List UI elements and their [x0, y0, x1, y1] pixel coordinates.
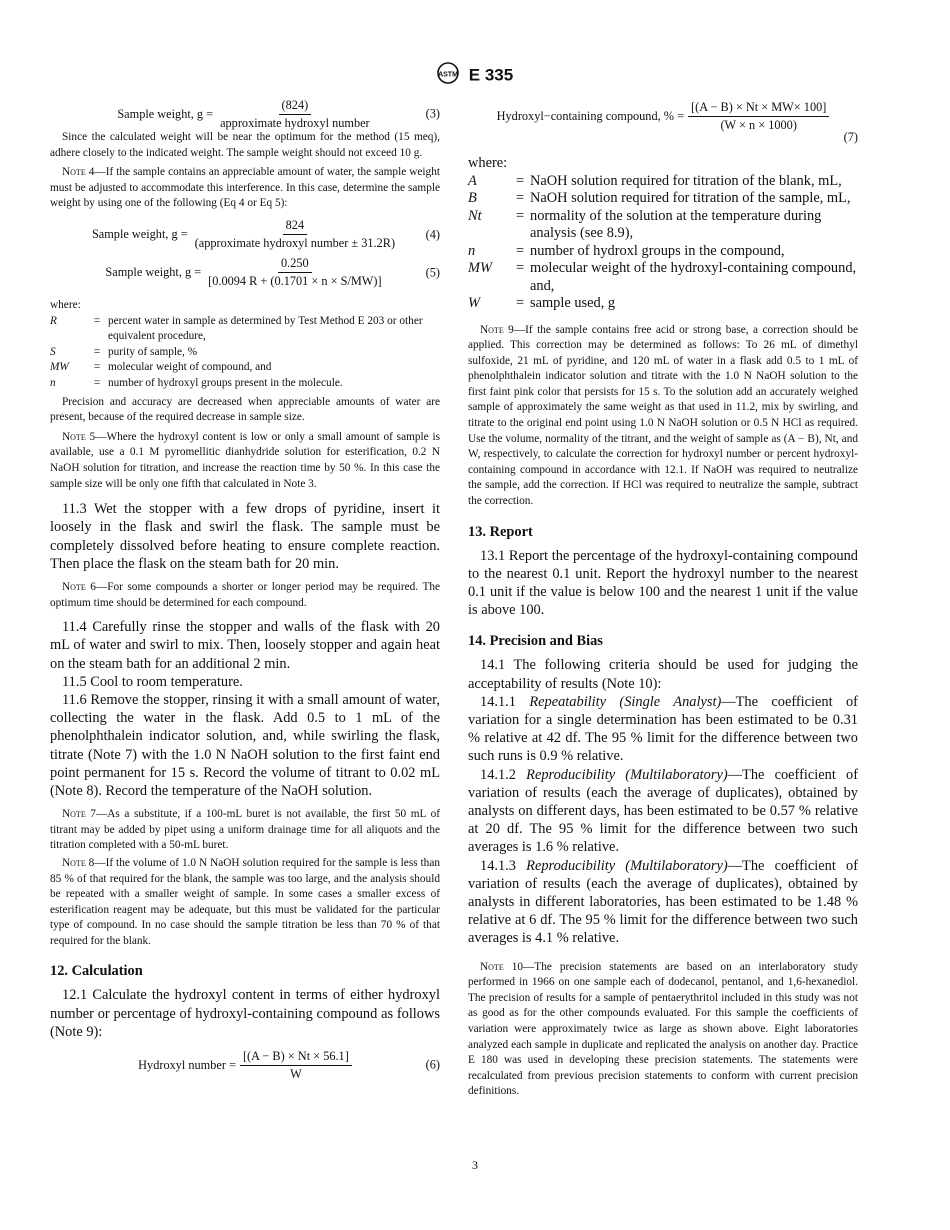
equation-6: Hydroxyl number = $\frac{[(A - B) \times Nt \times 56.1]}{W}$ (6) [138, 1048, 440, 1081]
note-6: Note 6—For some compounds a shorter or longer period may be required. The optimum time should be determined for each compound. [50, 580, 441, 609]
definition-row: n = number of hydroxl groups in the compound, [468, 242, 785, 259]
section-14-1: 14.1 The following criteria should be used for judging the acceptability of results (Note 10): [468, 657, 858, 692]
paragraph: Precision and accuracy are decreased when appreciable amounts of water are present, because of the required decrease in sample size. [50, 395, 440, 424]
variable-definitions: where: R = percent water in sample as determined by Test Method E 203 or other equivalent procedure, S = purity of sample, % MW = molecular weight of compound, and n = number of hydroxyl groups present in the molecule. [50, 298, 440, 392]
note-7: Note 7—As a substitute, if a 100-mL buret is not available, the first 50 mL of titrant may be added by pipet using a uniform drainage time for all aliquots and the titration completed with a 50-mL buret. [50, 808, 440, 852]
definition-row: Nt = normality of the solution at the temperature during analysis (see 8.9), [468, 207, 822, 241]
section-14-1-1: 14.1.1 Repeatability (Single Analyst)—The coefficient of variation for a single determination has been estimated to be 0.31 % relative at 42 df. The 95 % limit for the difference between two such runs is 0.9 % relative. [468, 693, 858, 765]
section-14-1-2: 14.1.2 Reproducibility (Multilaboratory)—The coefficient of variation of results (each the average of duplicates), obtained by analysts on different days, has been estimated to be 0.57 % relative at 20 df. The 95 % limit for the difference between two such averages is 1.6 % relative. [468, 766, 858, 856]
note-8: Note 8—If the volume of 1.0 N NaOH solution required for the sample is less than 85 % of that required for the blank, the sample was too large, and the analysis should be repeated with a smaller weight of sample. In some cases a smaller excess of esterification reagent may be adequate, but this must be validated for the particular type of compound. In no case should the sample titration be less than 70 % of that required for the blank. [50, 856, 440, 947]
section-11-5: 11.5 Cool to room temperature. [62, 673, 243, 690]
heading-14: 14. Precision and Bias [468, 633, 603, 650]
section-14-1-3: 14.1.3 Reproducibility (Multilaboratory)—The coefficient of variation of results (each the average of duplicates), obtained by analysts in different laboratories, has been estimated to be 1.48 % relative at 6 df. The 95 % limit for the difference between two such averages is 4.1 % relative. [468, 857, 858, 947]
right-column [468, 98, 858, 1100]
equation-7: Hydroxyl−containing compound, % = $\frac{[(A - B) \times Nt \times MW\times 100]}{(W \times n \times 1000)}$ [468, 98, 858, 134]
definition-row: MW = molecular weight of compound, and [50, 361, 272, 374]
page-header [0, 62, 950, 89]
page-number: 3 [472, 1158, 478, 1172]
definition-row: S = purity of sample, % [50, 345, 198, 358]
section-12-1: 12.1 Calculate the hydroxyl content in terms of either hydroxyl number or percentage of hydroxyl-containing compound as follows (Note 9): [50, 987, 440, 1040]
section-11-4: 11.4 Carefully rinse the stopper and walls of the flask with 20 mL of water and swirl to mix. Then, loosely stopper and again heat on the steam bath for an additional 2 min. [50, 619, 440, 672]
section-11-6: 11.6 Remove the stopper, rinsing it with a small amount of water, collecting the water in the flask. Add 0.5 to 1 mL of the phenolphthalein indicator solution, and, while swirling the flask, titrate (Note 7) with the 1.0 N NaOH solution to the first faint end point permanent for 15 s. Record the volume of titrant to 0.02 mL (Note 8). Record the temperature of the NaOH solution. [50, 691, 440, 799]
variable-definitions: where: A = NaOH solution required for titration of the blank, mL, B = NaOH solution required for titration of the sample, mL, Nt = normality of the solution at the temperature during analysis (see 8.9), n = number of hydroxl groups in the compound, MW = molecular weight of the hydroxyl-containing compound, and, W = sample used, g [468, 155, 857, 311]
equation-5: Sample weight, g = $\frac{0.250}{[0.0094 R + (0.1701 \times n \times S/MW)]}$ (5) [105, 256, 440, 289]
astm-logo-icon [437, 62, 459, 89]
note-9: Note 9—If the sample contains free acid or strong base, a correction should be applied. This correction may be determined as follows: To 26 mL of dimethyl sulfoxide, 21 mL of pyridine, and 120 mL of water in a flask add 0.5 to 1 mL of phenolphthalein indicator solution and titrate with the 1.0 N NaOH solution to the first faint pink color that persists for 15 s. To the solution add an accurately weighed sample of approximately the same weight as that used in 11.2, mix by swirling, and titrate to the original end point using 1.0 N NaOH solution or 0.5 N HCl as required. Use the volume, normality of the titrant, and the weight of sample as (A − B), Nt, and W, respectively, to calculate the correction for hydroxyl number or percent hydroxyl-containing compound in accordance with 12.1. If NaOH was required to neutralize the sample, add the correction. If HCl was required to neutralize the sample, subtract the correction. [468, 323, 858, 508]
definition-row: B = NaOH solution required for titration of the sample, mL, [468, 190, 851, 206]
definition-row: R = percent water in sample as determined by Test Method E 203 or other equivalent procedure, [50, 314, 423, 343]
note-5: Note 5—Where the hydroxyl content is low or only a small amount of sample is available, use a 0.1 M pyromellitic dianhydride solution for esterification, 0.2 N NaOH solution for titration, and increase the reaction time by 50 %. In this case the sample size will be only one fifth that calculated in Note 3. [50, 430, 440, 490]
section-11-3: 11.3 Wet the stopper with a few drops of pyridine, insert it loosely in the flask and swirl the flask. The sample must be completely dissolved before heating to ensure complete reaction. Then place the flask on the steam bath for 20 min. [50, 501, 440, 572]
note-10: Note 10—The precision statements are based on an interlaboratory study performed in 1966 on one sample each of dodecanol, pentanol, and 1,6-hexanediol. The precision of results for a sample of pentaerythritol included in this study was not as good as for the other compounds evaluated. For this sample the coefficients of variation were approximately twice as large as shown above. Eight laboratories analyzed each sample in duplicate and replicated the analysis on another day. Practice E 180 was used in developing these precision statements. The statements were recalculated from previous precision statements to conform with current precision definitions. [468, 960, 858, 1098]
equation-7-number: (7) [843, 130, 858, 144]
definition-row: n = number of hydroxyl groups present in the molecule. [50, 376, 343, 389]
equation-4: Sample weight, g = $\frac{824}{\text{(approximate hydroxyl number ± 31.2R)}}$ (4) [91, 218, 440, 251]
section-13-1: 13.1 Report the percentage of the hydroxyl-containing compound to the nearest 0.1 unit. Report the hydroxyl number to the nearest 0.1 unit if the value is below 100 and the nearest 1 unit if the value is above 100. [468, 547, 858, 619]
note-4: Note 4—If the sample contains an appreciable amount of water, the sample weight must be adjusted to accommodate this interference. In this case, determine the sample weight by using one of the following (Eq 4 or Eq 5): [50, 166, 440, 210]
left-column [50, 98, 440, 1085]
paragraph: Since the calculated weight will be near the optimum for the method (15 meq), adhere closely to the indicated weight. The sample weight should not exceed 10 g. [50, 131, 440, 159]
equation-3: Sample weight, g = $\frac{(824)}{\text{approximate hydroxyl number}}$ (3) [117, 97, 440, 130]
definition-row: W = sample used, g [468, 295, 616, 311]
heading-12: 12. Calculation [50, 963, 143, 980]
definition-row: A = NaOH solution required for titration of the blank, mL, [468, 172, 842, 189]
svg-text:ASTM: ASTM [437, 71, 458, 79]
heading-13: 13. Report [468, 523, 533, 540]
designation: E 335 [468, 65, 514, 85]
definition-row: MW = molecular weight of the hydroxyl-containing compound, and, [468, 260, 857, 294]
